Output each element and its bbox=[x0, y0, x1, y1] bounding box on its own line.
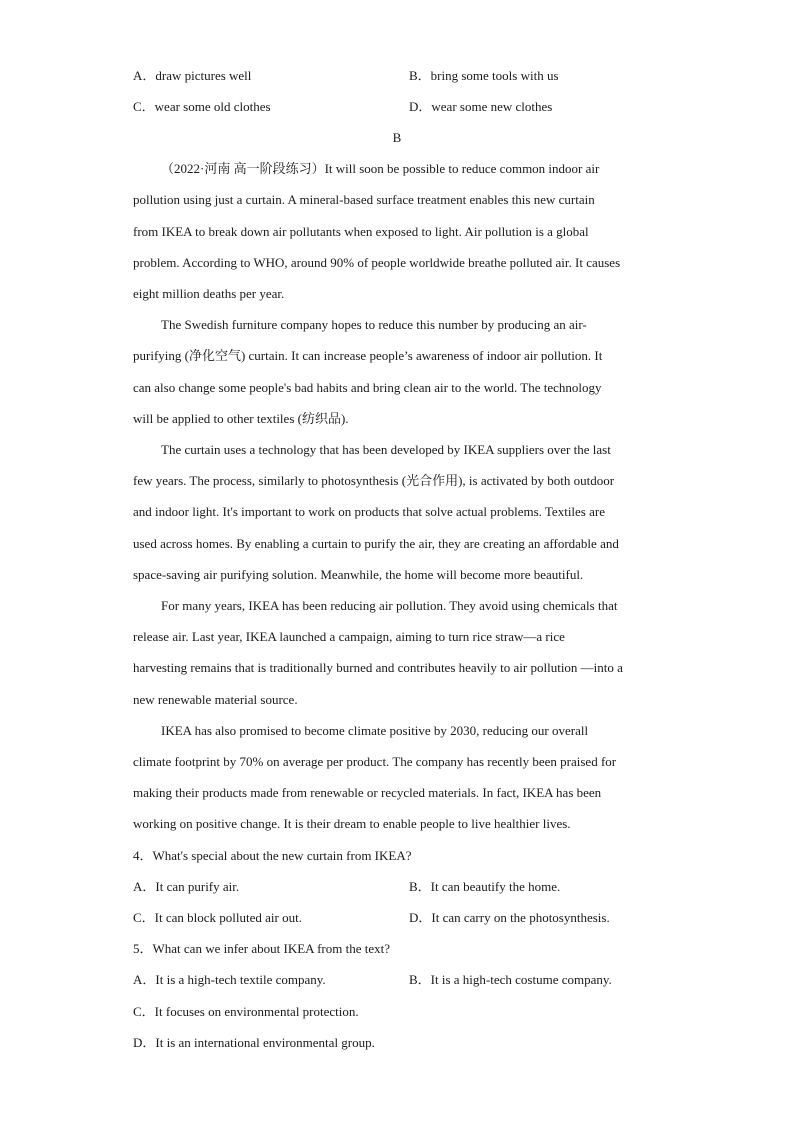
passage-line: from IKEA to break down air pollutants when exposed to light. Air pollution is a global bbox=[133, 224, 589, 239]
passage-line: The curtain uses a technology that has been developed by IKEA suppliers over the last bbox=[161, 442, 611, 457]
passage-line: problem. According to WHO, around 90% of people worldwide breathe polluted air. It causes bbox=[133, 255, 621, 270]
passage-line: making their products made from renewable or recycled materials. In fact, IKEA has been bbox=[133, 785, 602, 800]
q5-option-a: A．It is a high-tech textile company. bbox=[133, 972, 326, 987]
question-4: 4．What's special about the new curtain from IKEA? bbox=[133, 848, 412, 863]
passage-line: eight million deaths per year. bbox=[133, 286, 285, 301]
passage-line: space-saving air purifying solution. Meanwhile, the home will become more beautiful. bbox=[133, 567, 584, 582]
passage-line: few years. The process, similarly to photosynthesis (光合作用), is activated by both outdoor bbox=[133, 473, 615, 488]
q4-option-d: D．It can carry on the photosynthesis. bbox=[409, 910, 610, 925]
passage-line: pollution using just a curtain. A mineral-based surface treatment enables this new curtain bbox=[133, 192, 595, 207]
section-label: B bbox=[392, 130, 402, 145]
q5-option-b: B．It is a high-tech costume company. bbox=[409, 972, 612, 987]
passage-line: new renewable material source. bbox=[133, 692, 298, 707]
passage-line: working on positive change. It is their dream to enable people to live healthier lives. bbox=[133, 816, 571, 831]
q3-option-a: A．draw pictures well bbox=[133, 68, 252, 83]
passage-line: The Swedish furniture company hopes to reduce this number by producing an air- bbox=[161, 317, 587, 332]
question-5: 5．What can we infer about IKEA from the text? bbox=[133, 941, 391, 956]
passage-line: harvesting remains that is traditionally burned and contributes heavily to air pollution —into a bbox=[133, 660, 623, 675]
q3-option-c: C．wear some old clothes bbox=[133, 99, 271, 114]
passage-line: used across homes. By enabling a curtain to purify the air, they are creating an affordable and bbox=[133, 536, 619, 551]
passage-line: release air. Last year, IKEA launched a campaign, aiming to turn rice straw—a rice bbox=[133, 629, 565, 644]
q5-option-c: C．It focuses on environmental protection. bbox=[133, 1004, 359, 1019]
passage-line: climate footprint by 70% on average per product. The company has recently been praised for bbox=[133, 754, 617, 769]
passage-line: and indoor light. It's important to work on products that solve actual problems. Textiles are bbox=[133, 504, 605, 519]
q4-option-b: B．It can beautify the home. bbox=[409, 879, 561, 894]
q4-option-c: C．It can block polluted air out. bbox=[133, 910, 302, 925]
q3-option-d: D．wear some new clothes bbox=[409, 99, 553, 114]
q5-option-d: D．It is an international environmental group. bbox=[133, 1035, 375, 1050]
q4-option-a: A．It can purify air. bbox=[133, 879, 240, 894]
passage-line: For many years, IKEA has been reducing air pollution. They avoid using chemicals that bbox=[161, 598, 618, 613]
passage-line: purifying (净化空气) curtain. It can increase people’s awareness of indoor air pollution. It bbox=[133, 348, 603, 363]
passage-line: will be applied to other textiles (纺织品). bbox=[133, 411, 349, 426]
q3-option-b: B．bring some tools with us bbox=[409, 68, 559, 83]
passage-line: can also change some people's bad habits and bring clean air to the world. The technology bbox=[133, 380, 602, 395]
passage-line: IKEA has also promised to become climate positive by 2030, reducing our overall bbox=[161, 723, 589, 738]
passage-line: （2022·河南 高一阶段练习）It will soon be possible to reduce common indoor air bbox=[161, 161, 600, 176]
